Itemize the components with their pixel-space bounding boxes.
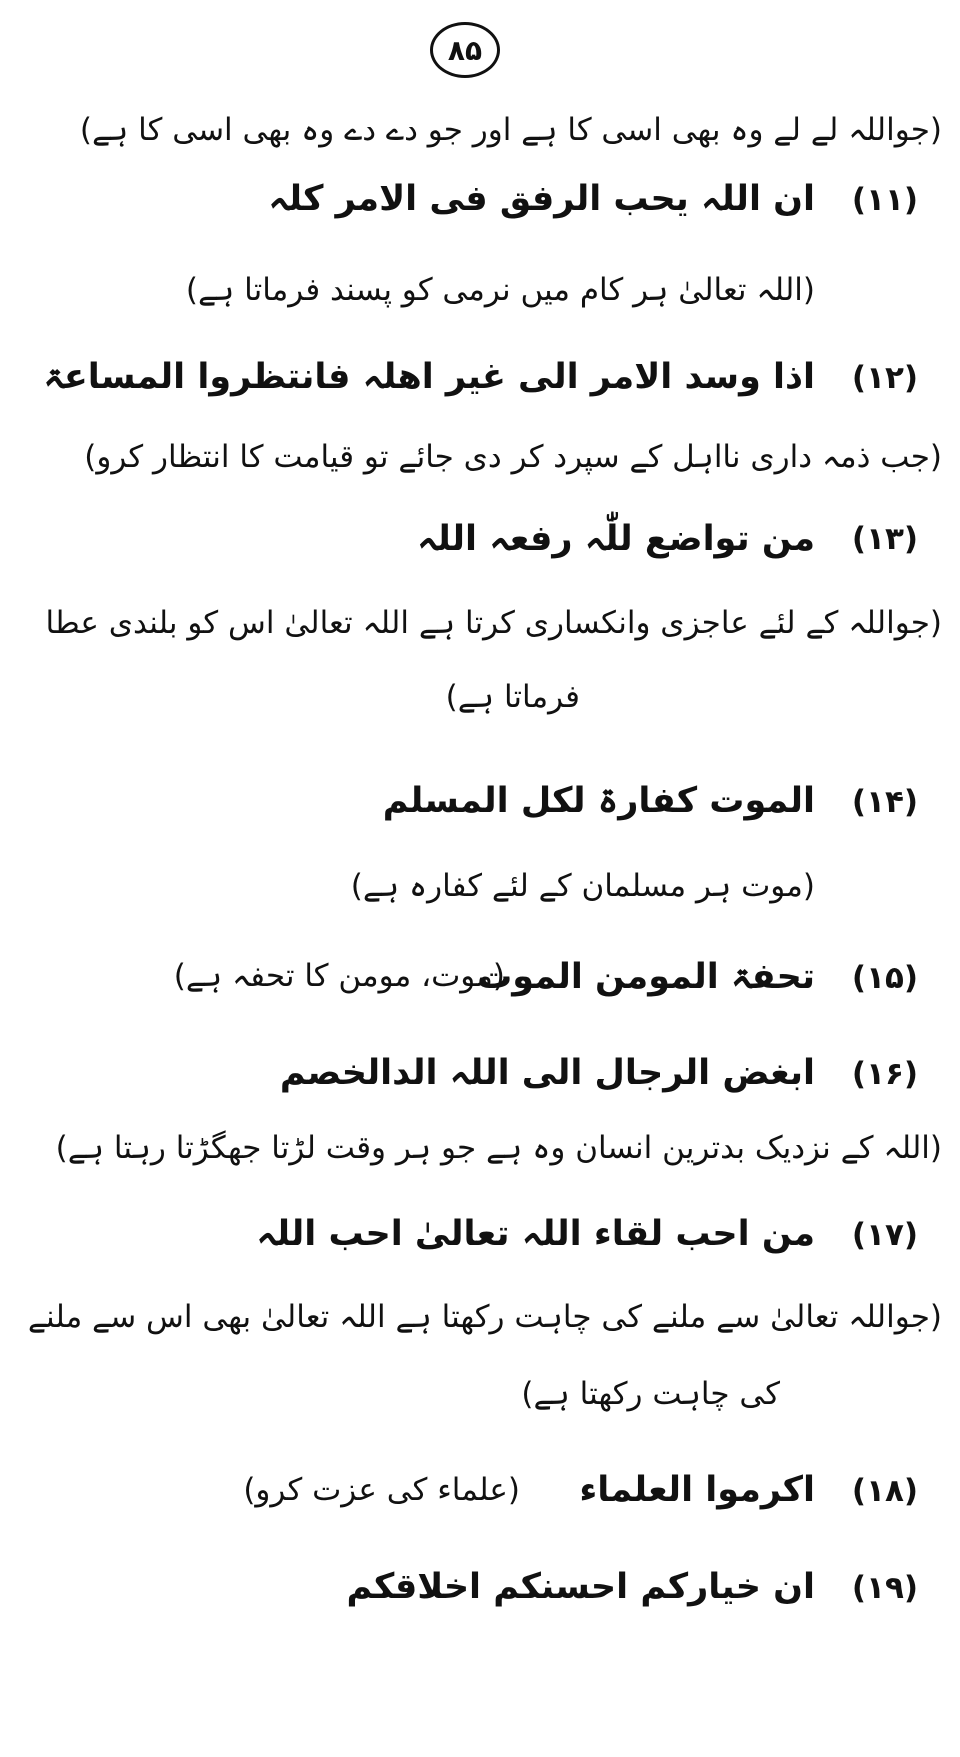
entry-19-arabic: ان خیارکم احسنکم اخلاقکم [346,1567,815,1607]
entry-13-arabic: من تواضع للّٰہ رفعہ اللہ [417,519,815,559]
entry-14-arabic: الموت کفارۃ لکل المسلم [382,781,815,821]
entry-17-arabic: من احب لقاء اللہ تعالیٰ احب اللہ [256,1214,815,1254]
entry-13-translation-tail: فرماتا ہے) [445,679,580,715]
entry-16-number: (۱۶) [851,1056,919,1092]
entry-18-number: (۱۸) [851,1473,919,1509]
entry-11-number: (۱۱) [851,182,919,218]
entry-17-number: (۱۷) [851,1217,919,1253]
entry-12-translation: (جب ذمہ داری نااہل کے سپرد کر دی جائے تو قیامت کا انتظار کرو) [84,439,942,475]
entry-15-translation: (موت، مومن کا تحفہ ہے) [173,958,505,994]
entry-17-translation: (جواللہ تعالیٰ سے ملنے کی چاہت رکھتا ہے اللہ تعالیٰ بھی اس سے ملنے [27,1299,942,1335]
entry-13-translation: (جواللہ کے لئے عاجزی وانکساری کرتا ہے اللہ تعالیٰ اس کو بلندی عطا [45,605,942,641]
entry-13-number: (۱۳) [851,521,919,557]
entry-16-translation: (اللہ کے نزدیک بدترین انسان وہ ہے جو ہر وقت لڑتا جھگڑتا رہتا ہے) [55,1130,942,1166]
entry-12-number: (۱۲) [851,360,919,396]
entry-15-number: (۱۵) [851,960,919,996]
entry-18-arabic: اکرموا العلماء [579,1470,815,1510]
entry-19-number: (۱۹) [851,1570,919,1606]
entry-11-translation: (اللہ تعالیٰ ہر کام میں نرمی کو پسند فرماتا ہے) [185,272,815,308]
page-number: ۸۵ [430,22,500,78]
entry-14-number: (۱۴) [851,784,919,820]
entry-11-arabic: ان اللہ یحب الرفق فی الامر کلہ [268,179,815,219]
entry-16-arabic: ابغض الرجال الی اللہ الدالخصم [279,1053,815,1093]
entry-10-translation: (جواللہ لے لے وہ بھی اسی کا ہے اور جو دے دے وہ بھی اسی کا ہے) [79,112,942,148]
entry-17-translation-tail: کی چاہت رکھتا ہے) [521,1376,780,1412]
entry-14-translation: (موت ہر مسلمان کے لئے کفارہ ہے) [350,868,815,904]
entry-15-arabic: تحفۃ المومن الموت [477,957,815,997]
entry-18-translation: (علماء کی عزت کرو) [243,1472,520,1508]
entry-12-arabic: اذا وسد الامر الی غیر اھلہ فانتظروا المساعۃ [43,357,815,397]
